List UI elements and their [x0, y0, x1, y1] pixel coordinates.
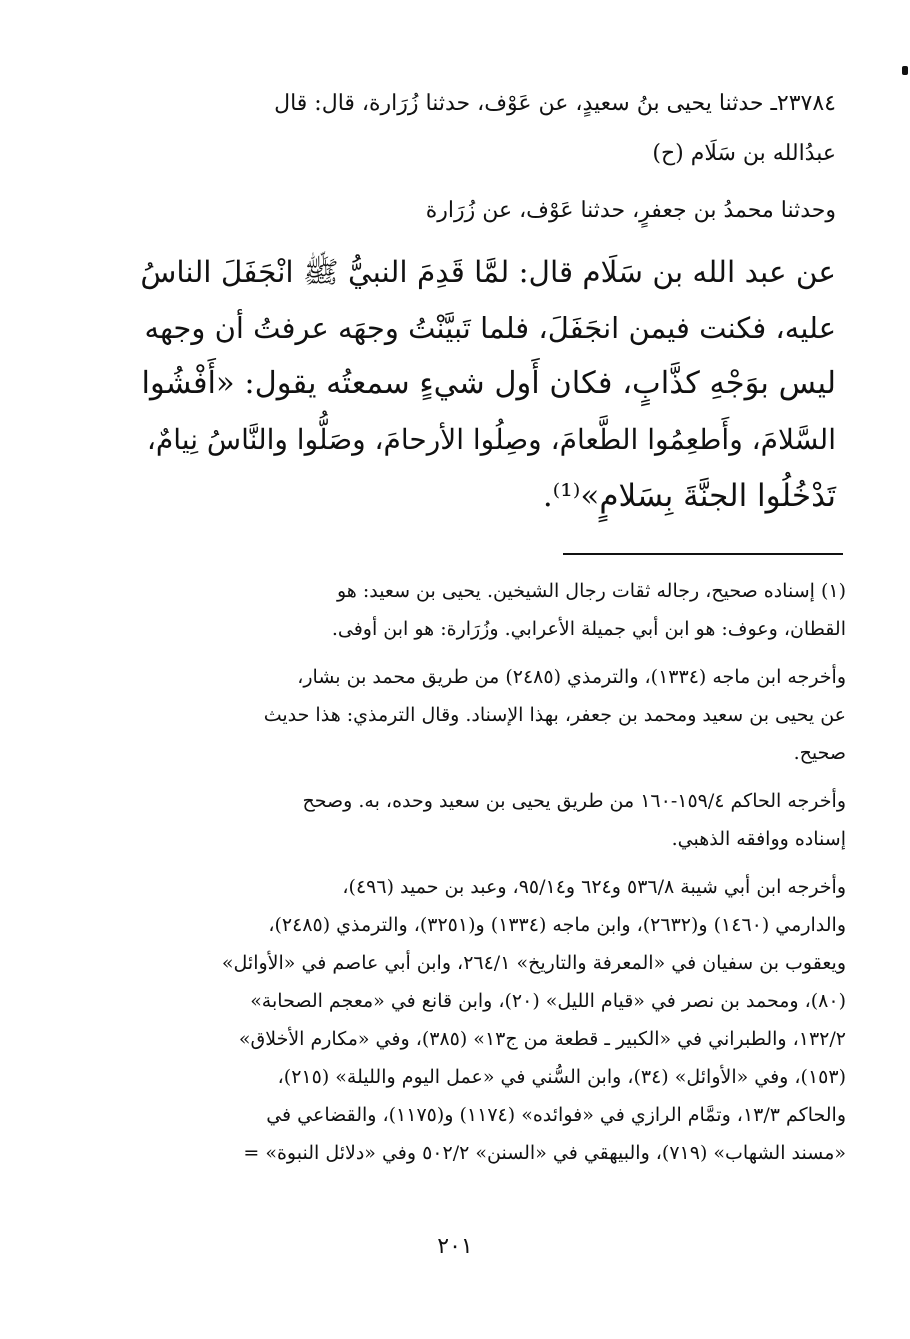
- footnote-line: ويعقوب بن سفيان في «المعرفة والتاريخ» ٢٦٤/١، وابن أبي عاصم في «الأوائل»: [221, 952, 846, 974]
- footnote-line: (٨٠)، ومحمد بن نصر في «قيام الليل» (٢٠)، وابن قانع في «معجم الصحابة»: [250, 990, 846, 1012]
- footnote-line: صحيح.: [793, 742, 846, 764]
- hadith-line: السَّلامَ، وأَطعِمُوا الطَّعامَ، وصِلُوا الأرحامَ، وصَلُّوا والنَّاسُ نِيامٌ،: [146, 423, 836, 456]
- footnote-line: (١٥٣)، وفي «الأوائل» (٣٤)، وابن السُّني في «عمل اليوم والليلة» (٢١٥)،: [277, 1066, 846, 1088]
- footnote-line: وأخرجه ابن ماجه (١٣٣٤)، والترمذي (٢٤٨٥) من طريق محمد بن بشار،: [297, 666, 846, 688]
- footnote-line: وأخرجه الحاكم ١٥٩/٤-١٦٠ من طريق يحيى بن سعيد وحده، به. وصحح: [302, 790, 846, 812]
- footnotes: [140, 572, 846, 1172]
- hadith-line: عن عبد الله بن سَلَام قال: لمَّا قَدِمَ النبيُّ ﷺ انْجَفَلَ الناسُ: [140, 255, 836, 289]
- footnote-line: القطان، وعوف: هو ابن أبي جميلة الأعرابي. وزُرَارة: هو ابن أوفى.: [331, 618, 846, 640]
- footnote-line: والحاكم ١٣/٣، وتمَّام الرازي في «فوائده» (١١٧٤) و(١١٧٥)، والقضاعي في: [266, 1104, 846, 1126]
- hadith-line: ليس بوَجْهِ كذَّابٍ، فكان أَول شيءٍ سمعتُه يقول: «أَفْشُوا: [141, 366, 836, 401]
- hadith-line: عليه، فكنت فيمن انجَفَلَ، فلما تَبيَّنْتُ وجهَه عرفتُ أن وجهه: [144, 311, 836, 345]
- margin-mark: [902, 66, 908, 75]
- footnote-line: عن يحيى بن سعيد ومحمد بن جعفر، بهذا الإسناد. وقال الترمذي: هذا حديث: [263, 704, 846, 726]
- footnote-line: ١٣٢/٢، والطبراني في «الكبير ـ قطعة من ج١٣» (٣٨٥)، وفي «مكارم الأخلاق»: [238, 1028, 846, 1050]
- footnote-line: (١) إسناده صحيح، رجاله ثقات رجال الشيخين. يحيى بن سعيد: هو: [336, 580, 846, 602]
- page-number: ٢٠١: [437, 1234, 473, 1259]
- footnote-line: إسناده ووافقه الذهبي.: [671, 828, 846, 850]
- hadith-line: تَدْخُلُوا الجنَّةَ بِسَلامٍ»⁽¹⁾.: [542, 478, 836, 514]
- hadith-chain-cont: عبدُالله بن سَلَام (ح): [652, 141, 836, 166]
- footnote-line: وأخرجه ابن أبي شيبة ٥٣٦/٨ و٦٢٤ و٩٥/١٤، وعبد بن حميد (٤٩٦)،: [342, 876, 846, 898]
- hadith-number-chain: ٢٣٧٨٤ـ حدثنا يحيى بنُ سعيدٍ، عن عَوْف، حدثنا زُرَارة، قال: قال: [274, 91, 836, 116]
- hadith-text: [140, 244, 836, 524]
- hadith-second-chain: وحدثنا محمدُ بن جعفرٍ، حدثنا عَوْف، عن زُرَارة: [425, 198, 836, 223]
- footnote-separator: [563, 553, 843, 555]
- footnote-line: والدارمي (١٤٦٠) و(٢٦٣٢)، وابن ماجه (١٣٣٤) و(٣٢٥١)، والترمذي (٢٤٨٥)،: [268, 914, 846, 936]
- footnote-line: «مسند الشهاب» (٧١٩)، والبيهقي في «السنن» ٥٠٢/٢ وفي «دلائل النبوة» =: [243, 1142, 846, 1164]
